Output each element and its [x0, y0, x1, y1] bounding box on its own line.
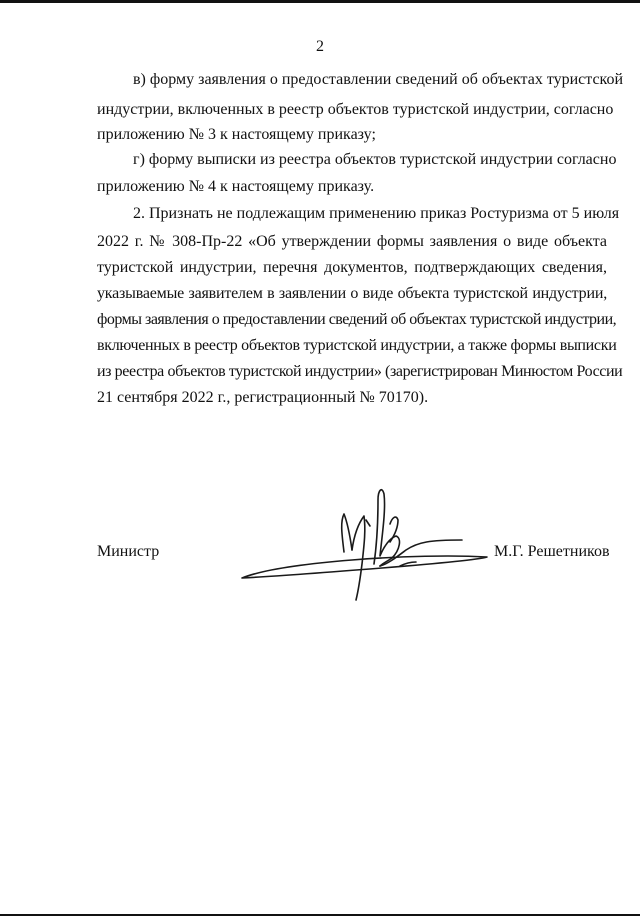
scan-edge-top	[0, 0, 640, 3]
paragraph-line: приложению № 3 к настоящему приказу;	[97, 126, 376, 143]
paragraph-line: туристской индустрии, перечня документов, подтверждающих сведения,	[97, 259, 607, 276]
handwritten-signature	[232, 480, 502, 605]
paragraph-line: 21 сентября 2022 г., регистрационный № 70170).	[97, 389, 429, 406]
paragraph-line: приложению № 4 к настоящему приказу.	[97, 178, 375, 195]
page-number: 2	[316, 38, 324, 55]
paragraph-line: 2. Признать не подлежащим применению приказ Ростуризма от 5 июля	[133, 205, 620, 222]
signatory-name: М.Г. Решетников	[494, 543, 610, 560]
paragraph-line: индустрии, включенных в реестр объектов туристской индустрии, согласно	[97, 101, 614, 118]
paragraph-line: включенных в реестр объектов туристской индустрии, а также формы выписки	[97, 337, 617, 354]
paragraph-line: в) форму заявления о предоставлении сведений об объектах туристской	[133, 71, 624, 88]
paragraph-line: формы заявления о предоставлении сведений об объектах туристской индустрии,	[97, 311, 617, 328]
paragraph-line: из реестра объектов туристской индустрии» (зарегистрирован Минюстом России	[97, 363, 623, 380]
paragraph-line: г) форму выписки из реестра объектов туристской индустрии согласно	[133, 151, 617, 168]
paragraph-line: указываемые заявителем в заявлении о виде объекта туристской индустрии,	[97, 285, 607, 302]
signatory-position: Министр	[97, 543, 160, 560]
paragraph-line: 2022 г. № 308-Пр-22 «Об утверждении формы заявления о виде объекта	[97, 233, 607, 250]
